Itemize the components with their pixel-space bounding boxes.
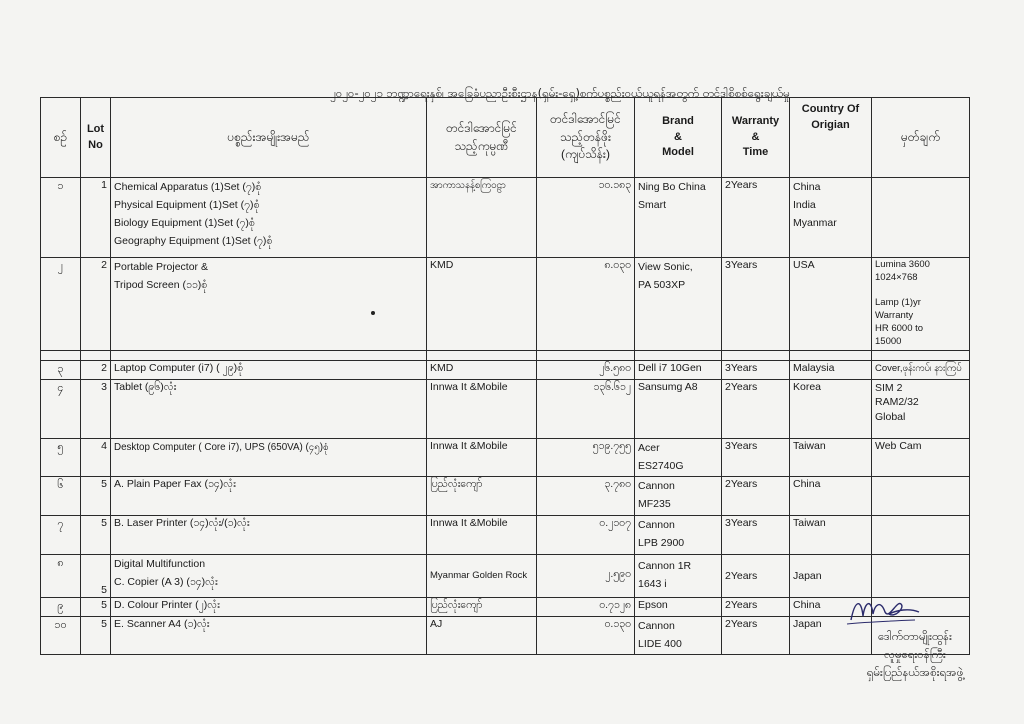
table-row — [41, 379, 970, 438]
row-no: ၃ — [41, 360, 81, 379]
signer-title: လူမှုရေးဝန်ကြီး — [884, 646, 946, 661]
row-price: ၂.၅၉၀ — [537, 554, 635, 597]
row-price: ၂၆.၅၈၀ — [537, 360, 635, 379]
header-price: တင်ဒါအောင်မြင် သည့်တန်ဖိုး (ကျပ်သိန်း) — [537, 98, 635, 178]
signer-name: ဒေါက်တာမျိုးထွန်း — [878, 629, 952, 643]
header-lot: Lot No — [81, 98, 111, 178]
row-item: Tablet (၉၆)လုံး — [111, 379, 427, 438]
row-item: B. Laser Printer (၁၄)လုံး/(၁)လုံး — [111, 516, 427, 555]
row-company: Innwa It &Mobile — [427, 516, 537, 555]
row-brand: Dell i7 10Gen — [635, 360, 722, 379]
row-warranty: 2Years — [722, 379, 790, 438]
row-price: ၁၃၆.၆၁၂ — [537, 379, 635, 438]
row-lot: 5 — [81, 516, 111, 555]
header-no: စဉ် — [41, 98, 81, 178]
row-lot: 5 — [81, 616, 111, 655]
row-company: ပြည်လုံးကျော် — [427, 597, 537, 616]
row-remark — [872, 178, 970, 258]
row-country: Taiwan — [790, 438, 872, 477]
header-brand: Brand & Model — [635, 98, 722, 178]
header-remark: မှတ်ချက် — [872, 98, 970, 178]
table-row — [41, 516, 970, 555]
row-no: ၂ — [41, 258, 81, 351]
row-country: Japan — [790, 616, 872, 655]
row-lot: 5 — [81, 477, 111, 516]
row-no: ၉ — [41, 597, 81, 616]
row-no: ၅ — [41, 438, 81, 477]
row-remark: Lumina 3600 1024×768 Lamp (1)yr Warranty HR 6000 to 15000 — [872, 258, 970, 351]
row-no: ၈ — [41, 554, 81, 597]
row-company: AJ — [427, 616, 537, 655]
row-item: A. Plain Paper Fax (၁၄)လုံး — [111, 477, 427, 516]
row-price: ၀.၁၃၀ — [537, 616, 635, 655]
row-warranty: 3Years — [722, 360, 790, 379]
row-warranty: 2Years — [722, 477, 790, 516]
row-country: China India Myanmar — [790, 178, 872, 258]
table-row — [41, 360, 970, 379]
row-warranty: 2Years — [722, 554, 790, 597]
row-brand: Cannon MF235 — [635, 477, 722, 516]
row-no: ၁၀ — [41, 616, 81, 655]
row-country: Japan — [790, 554, 872, 597]
signer-office: ရှမ်းပြည်နယ်အစိုးရအဖွဲ့ — [866, 664, 964, 679]
table-row — [41, 258, 970, 351]
row-no: ၆ — [41, 477, 81, 516]
row-warranty: 2Years — [722, 178, 790, 258]
document-title: ၂၀၂၀-၂၀၂၁ ဘဏ္ဍာရေးနှစ်၊ အခြေခံပညာဦးစီးဌာန(ရှမ်း-ရှေ့)စက်ပစ္စည်းဝယ်ယူရန်အတွက် တင်ဒါစိစစ်ရွေးချယ်မှု — [330, 86, 790, 100]
row-company: Myanmar Golden Rock — [427, 554, 537, 597]
signature-block — [850, 628, 980, 681]
row-price: ၈.၀၃၀ — [537, 258, 635, 351]
row-price: ၅၁၉.၇၅၅ — [537, 438, 635, 477]
table-row — [41, 597, 970, 616]
row-company: KMD — [427, 258, 537, 351]
row-brand: View Sonic, PA 503XP — [635, 258, 722, 351]
row-brand: Cannon 1R 1643 i — [635, 554, 722, 597]
row-lot: 5 — [81, 597, 111, 616]
row-remark: Cover,ဖုန်းကပ်၊ နားကြပ် — [872, 360, 970, 379]
row-brand: Acer ES2740G — [635, 438, 722, 477]
header-warranty: Warranty & Time — [722, 98, 790, 178]
row-brand: Ning Bo China Smart — [635, 178, 722, 258]
table-row — [41, 178, 970, 258]
row-no: ၇ — [41, 516, 81, 555]
row-item: Chemical Apparatus (1)Set (၇)စုံ Physical Equipment (1)Set (၇)စုံ Biology Equipment (1)Set (၇)စုံ Geography Equipment (1)Set (၇)စုံ — [111, 178, 427, 258]
tender-table — [40, 97, 970, 655]
spacer-row — [41, 350, 970, 360]
row-country: Taiwan — [790, 516, 872, 555]
row-item: E. Scanner A4 (၁)လုံး — [111, 616, 427, 655]
row-lot: 2 — [81, 360, 111, 379]
row-warranty: 2Years — [722, 597, 790, 616]
table-row — [41, 616, 970, 655]
header-row — [41, 98, 970, 178]
header-country: Country Of Origian — [790, 98, 872, 178]
row-item: D. Colour Printer (၂)လုံး — [111, 597, 427, 616]
row-company: Innwa It &Mobile — [427, 438, 537, 477]
row-lot: 4 — [81, 438, 111, 477]
header-item: ပစ္စည်းအမျိုးအမည် — [111, 98, 427, 178]
row-warranty: 2Years — [722, 616, 790, 655]
row-lot: 5 — [81, 554, 111, 597]
row-remark: SIM 2 RAM2/32 Global — [872, 379, 970, 438]
row-company: KMD — [427, 360, 537, 379]
row-country: Korea — [790, 379, 872, 438]
row-country: China — [790, 597, 872, 616]
ink-dot — [371, 311, 375, 315]
table-row — [41, 438, 970, 477]
row-remark — [872, 516, 970, 555]
row-brand: Cannon LPB 2900 — [635, 516, 722, 555]
header-company: တင်ဒါအောင်မြင် သည့်ကုမ္ပဏီ — [427, 98, 537, 178]
row-price: ၀.၂၁၀၇ — [537, 516, 635, 555]
row-brand: Cannon LIDE 400 — [635, 616, 722, 655]
row-lot: 3 — [81, 379, 111, 438]
row-country: USA — [790, 258, 872, 351]
row-warranty: 3Years — [722, 258, 790, 351]
row-lot: 2 — [81, 258, 111, 351]
row-warranty: 3Years — [722, 438, 790, 477]
row-item: Laptop Computer (i7) ( ၂၉)စုံ — [111, 360, 427, 379]
row-item: Portable Projector & Tripod Screen (၁၁)စုံ — [111, 258, 427, 351]
row-company: Innwa It &Mobile — [427, 379, 537, 438]
handwritten-signature — [845, 590, 925, 630]
row-country: China — [790, 477, 872, 516]
row-brand: Epson — [635, 597, 722, 616]
row-no: ၁ — [41, 178, 81, 258]
table-row — [41, 477, 970, 516]
row-brand: Sansumg A8 — [635, 379, 722, 438]
row-lot: 1 — [81, 178, 111, 258]
row-price: ၀.၇၁၂၈ — [537, 597, 635, 616]
row-price: ၃.၇၈၀ — [537, 477, 635, 516]
row-remark — [872, 477, 970, 516]
row-remark: Web Cam — [872, 438, 970, 477]
table-row — [41, 554, 970, 597]
row-warranty: 3Years — [722, 516, 790, 555]
row-item: Digital Multifunction C. Copier (A 3) (၁၄)လုံး — [111, 554, 427, 597]
row-company: အာကာသနန့်စကြဝဠာ — [427, 178, 537, 258]
row-no: ၄ — [41, 379, 81, 438]
row-price: ၁၀.၁၈၃ — [537, 178, 635, 258]
row-item: Desktop Computer ( Core i7), UPS (650VA) (၄၅)စုံ — [111, 438, 427, 477]
row-country: Malaysia — [790, 360, 872, 379]
row-company: ပြည်လုံးကျော် — [427, 477, 537, 516]
